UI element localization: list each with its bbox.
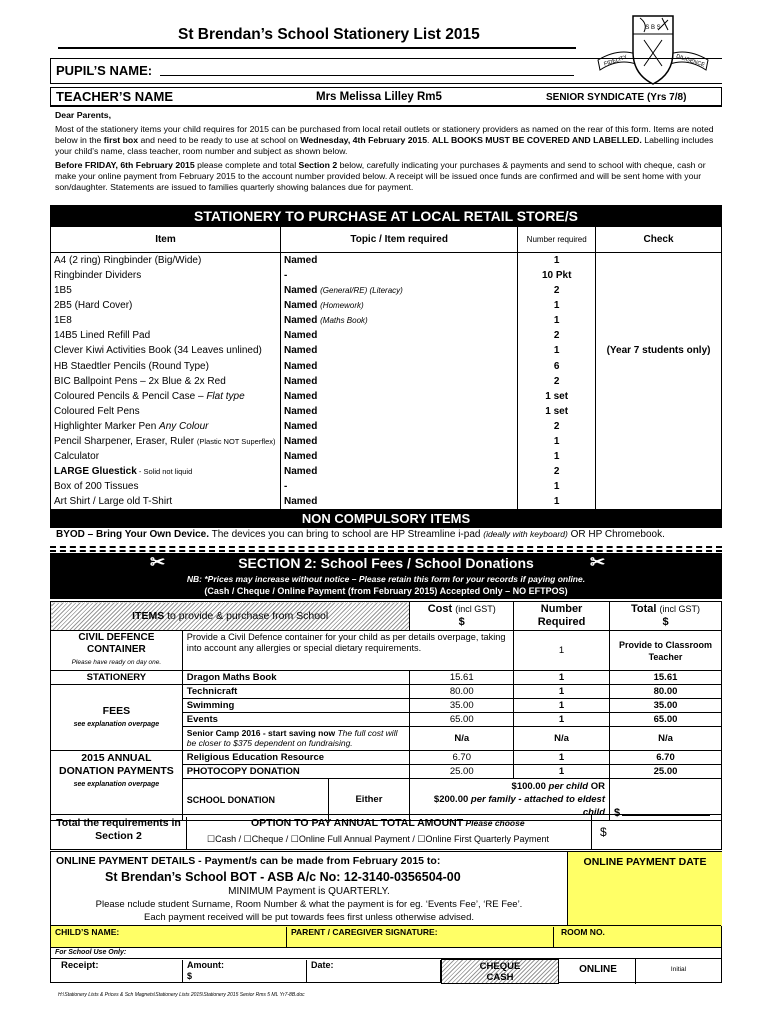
fee-total-0: 15.61 [610,671,722,685]
retail-item-cell: 14B5 Lined Refill Pad [51,328,281,343]
retail-row [51,389,722,404]
retail-check-cell[interactable] [596,494,722,510]
retail-row [51,253,722,269]
col-check: Check [596,227,722,253]
retail-check-cell[interactable] [596,479,722,494]
fee-cost-3: 65.00 [410,713,514,727]
retail-topic-cell: Named [280,404,517,419]
section2-heading-block [50,553,722,599]
retail-row [51,313,722,328]
retail-check-cell[interactable] [596,419,722,434]
date-field[interactable]: Date: [311,960,441,983]
re-name: Religious Education Resource [182,751,410,765]
payment-choices: ☐Cash / ☐Cheque / ☐Online Full Annual Payment / ☐Online First Quarterly Payment [207,834,550,844]
camp-total: N/a [610,727,722,751]
retail-qty-cell: 2 [518,283,596,298]
checkbox-icon: ☐ [290,834,299,844]
retail-qty-cell: 1 [518,494,596,510]
retail-item-cell: 1B5 [51,283,281,298]
photocopy-total: 25.00 [610,765,722,779]
stationery-label: STATIONERY [51,671,183,685]
retail-row [51,419,722,434]
re-qty: 1 [514,751,610,765]
retail-item-cell: 2B5 (Hard Cover) [51,298,281,313]
retail-topic-cell: - [280,268,517,283]
retail-qty-cell: 1 [518,449,596,464]
retail-row [51,494,722,510]
fee-name-2: Swimming [182,699,410,713]
retail-qty-cell: 1 [518,313,596,328]
retail-topic-cell: Named [280,374,517,389]
items-header: ITEMS to provide & purchase from School [51,602,410,631]
retail-topic-cell: Named [280,449,517,464]
civil-defence-total: Provide to Classroom Teacher [610,631,722,671]
retail-qty-cell: 1 [518,343,596,358]
retail-qty-cell: 10 Pkt [518,268,596,283]
retail-row [51,359,722,374]
scissors-icon-right: ✂ [590,552,606,572]
initial-field[interactable]: Initial [635,959,721,984]
minimum-payment: MINIMUM Payment is QUARTERLY. [228,886,390,897]
receipt-field[interactable]: Receipt: [61,960,183,983]
school-use-box [50,947,722,983]
retail-topic-cell: Named [280,389,517,404]
retail-qty-cell: 6 [518,359,596,374]
retail-check-cell[interactable] [596,298,722,313]
crest-motto-right: DILIGENCE [675,53,706,69]
retail-topic-cell: Named (Homework) [280,298,517,313]
retail-qty-cell: 1 [518,434,596,449]
fee-cost-1: 80.00 [410,685,514,699]
retail-item-cell: BIC Ballpoint Pens – 2x Blue & 2x Red [51,374,281,389]
retail-row [51,374,722,389]
child-name-field[interactable]: CHILD’S NAME: [55,927,287,947]
retail-check-cell[interactable] [596,268,722,283]
stationery-row [51,671,722,685]
retail-item-cell: Coloured Felt Pens [51,404,281,419]
retail-qty-cell: 1 [518,479,596,494]
civil-defence-label: CIVIL DEFENCE CONTAINER Please have ready on day one. [51,631,183,671]
online-payment-date-label: ONLINE PAYMENT DATE [583,856,707,868]
syndicate-label: SENIOR SYNDICATE (Yrs 7/8) [546,92,687,103]
section2-note: NB: *Prices may increase without notice – Please retain this form for your records if paying online. [186,574,586,584]
civil-defence-row [51,631,722,671]
school-use-label: For School Use Only: [55,949,127,956]
retail-qty-cell: 1 set [518,389,596,404]
school-use-row [51,958,721,983]
retail-topic-cell: Named (Maths Book) [280,313,517,328]
fee-qty-2: 1 [514,699,610,713]
either-label: Either [328,779,410,821]
online-payment-box [50,851,722,947]
retail-check-cell[interactable] [596,253,722,269]
retail-topic-cell: - [280,479,517,494]
retail-stationery-table [50,226,722,510]
scissors-icon-left: ✂ [150,552,166,572]
camp-qty: N/a [514,727,610,751]
retail-qty-cell: 1 [518,253,596,269]
school-donation-label: SCHOOL DONATION [182,779,328,821]
retail-qty-cell: 2 [518,374,596,389]
col-topic: Topic / Item required [280,227,517,253]
retail-check-cell[interactable] [596,449,722,464]
fee-total-3: 65.00 [610,713,722,727]
fee-name-0: Dragon Maths Book [182,671,410,685]
retail-topic-cell: Named (General/RE) (Literacy) [280,283,517,298]
camp-cost: N/a [410,727,514,751]
photocopy-cost: 25.00 [410,765,514,779]
amount-field[interactable]: Amount: $ [187,960,307,983]
retail-check-cell[interactable] [596,359,722,374]
online-label: ONLINE [579,964,617,975]
retail-topic-cell: Named [280,343,517,358]
retail-item-cell: Art Shirt / Large old T-Shirt [51,494,281,510]
online-payment-title: ONLINE PAYMENT DETAILS - Payment/s can be made from February 2015 to: [56,855,441,867]
retail-qty-cell: 1 [518,298,596,313]
fees-table [50,601,722,821]
choice-online-full[interactable]: ☐Online Full Annual Payment [290,834,410,844]
re-cost: 6.70 [410,751,514,765]
teacher-name-value: Mrs Melissa Lilley Rm5 [316,91,442,103]
checkbox-icon: ☐ [207,834,216,844]
payment-instructions-1: Please nclude student Surname, Room Number & what the payment is for eg. ‘Events Fee’, ‘RE Fee’. [95,899,523,910]
col-number: Number required [518,227,596,253]
letter-paragraph-1: Most of the stationery items your child requires for 2015 can be purchased from local retail outlets or stationery providers as named on the rear of this form. Items are noted below in the first box and need to be ready to use at school on Wednesday, 4th February 2015. ALL BOOKS MUST BE COVERED AND LABELLED. Labelling includes your child’s name, class teacher, room number and subject as shown below. [55,124,714,156]
donation-options: $100.00 per child OR $200.00 per family - attached to eldest child [410,779,610,821]
re-total: 6.70 [610,751,722,765]
retail-qty-cell: 1 set [518,404,596,419]
payment-instructions-2: Each payment received will be put towards fees first unless otherwise advised. [143,912,475,923]
retail-heading-band [50,205,722,226]
retail-item-cell: Calculator [51,449,281,464]
retail-row [51,434,722,449]
retail-topic-cell: Named [280,434,517,449]
retail-row [51,464,722,479]
retail-check-cell[interactable] [596,389,722,404]
choice-cheque[interactable]: ☐Cheque [243,834,284,844]
donation-total-field[interactable]: $ [610,779,722,821]
retail-row [51,283,722,298]
file-path-footer: H:\Stationery Lists & Prices & Sch Magnets\Stationery Lists 2015\Stationery 2015 Senior Rms 5 ML Yr7-8B.doc [58,992,305,998]
retail-qty-cell: 2 [518,328,596,343]
retail-qty-cell: 2 [518,464,596,479]
checkbox-icon: ☐ [243,834,252,844]
retail-topic-cell: Named [280,328,517,343]
option-to-pay-title: OPTION TO PAY ANNUAL TOTAL AMOUNT Please choose [251,817,525,829]
room-number-field[interactable]: ROOM NO. [561,927,605,937]
total-requirements-label: Total the requirements in Section 2 [51,817,187,849]
checkbox-icon: ☐ [417,834,426,844]
fee-row-re [51,751,722,765]
retail-topic-cell: Named [280,253,517,269]
fee-qty-1: 1 [514,685,610,699]
section2-title: SECTION 2: School Fees / School Donations [238,555,534,571]
pupil-name-label: PUPIL’S NAME: [56,63,153,78]
retail-row [51,404,722,419]
retail-heading: STATIONERY TO PURCHASE AT LOCAL RETAIL STORE/S [188,206,584,227]
fee-name-1: Technicraft [182,685,410,699]
page-title: St Brendan’s School Stationery List 2015 [178,26,480,43]
retail-row [51,479,722,494]
retail-item-cell: LARGE Gluestick - Solid not liquid [51,464,281,479]
retail-check-cell[interactable] [596,404,722,419]
total-header: Total (incl GST) $ [610,602,722,631]
retail-check-cell[interactable] [596,464,722,479]
fee-total-1: 80.00 [610,685,722,699]
fee-total-2: 35.00 [610,699,722,713]
retail-topic-cell: Named [280,359,517,374]
photocopy-name: PHOTOCOPY DONATION [182,765,410,779]
retail-check-cell[interactable] [596,434,722,449]
civil-defence-qty: 1 [514,631,610,671]
fee-qty-0: 1 [514,671,610,685]
fees-label-cell: FEES see explanation overpage [51,685,183,751]
camp-description: Senior Camp 2016 - start saving now The full cost will be closer to $375 dependent on fundraising. [182,727,410,751]
crest-motto-left: FIDELITY [603,54,629,68]
retail-item-cell: Box of 200 Tissues [51,479,281,494]
fee-name-3: Events [182,713,410,727]
annual-total-field[interactable]: $ [591,815,723,849]
retail-topic-cell: Named [280,494,517,510]
retail-check-cell[interactable] [596,328,722,343]
retail-item-cell: Highlighter Marker Pen Any Colour [51,419,281,434]
retail-check-cell[interactable] [596,313,722,328]
noncompulsory-heading: NON COMPULSORY ITEMS [50,510,722,528]
letter-greeting: Dear Parents, [55,110,112,120]
cost-header: Cost (incl GST) $ [410,602,514,631]
retail-check-cell[interactable] [596,374,722,389]
retail-row [51,268,722,283]
bank-account: St Brendan’s School BOT - ASB A/c No: 12-3140-0356504-00 [105,870,461,884]
retail-row [51,328,722,343]
retail-item-cell: A4 (2 ring) Ringbinder (Big/Wide) [51,253,281,269]
byod-note: BYOD – Bring Your Own Device. The devices you can bring to school are HP Streamline i-pad (ideally with keyboard) OR HP Chromebook. [56,529,665,540]
retail-item-cell: Pencil Sharpener, Eraser, Ruler (Plastic NOT Superflex) [51,434,281,449]
parent-letter [55,110,719,196]
retail-topic-cell: Named [280,419,517,434]
pupil-name-field[interactable] [160,75,574,76]
fee-cost-2: 35.00 [410,699,514,713]
retail-item-cell: Coloured Pencils & Pencil Case – Flat type [51,389,281,404]
crest-initials: S B S [645,25,661,31]
choice-cash[interactable]: ☐Cash [207,834,237,844]
retail-item-cell: HB Staedtler Pencils (Round Type) [51,359,281,374]
retail-item-cell: Clever Kiwi Activities Book (34 Leaves unlined) [51,343,281,358]
retail-topic-cell: Named [280,464,517,479]
fee-qty-3: 1 [514,713,610,727]
retail-item-cell: Ringbinder Dividers [51,268,281,283]
choice-online-quarterly[interactable]: ☐Online First Quarterly Payment [417,834,550,844]
signature-field[interactable]: PARENT / CAREGIVER SIGNATURE: [291,927,554,947]
fee-cost-0: 15.61 [410,671,514,685]
letter-paragraph-2: Before FRIDAY, 6th February 2015 please complete and total Section 2 below, carefully indicating your purchases & payments and send to school with cheque, cash or make your online payment from February 2015 to the account number provided below. A receipt will be issued once funds are confirmed and will be sent home with your son/daughter. Statements are issued to families quarterly showing balances due for payment. [55,160,706,192]
photocopy-qty: 1 [514,765,610,779]
civil-defence-description: Provide a Civil Defence container for your child as per details overpage, taking into account any allergies or special dietary requirements. [182,631,513,671]
cheque-cash-cell: CHEQUE CASH [441,959,559,984]
donation-label-cell: 2015 ANNUAL DONATION PAYMENTS see explanation overpage [51,751,183,821]
retail-check-cell[interactable] [596,283,722,298]
retail-item-cell: 1E8 [51,313,281,328]
retail-header-row [51,227,722,253]
col-item: Item [51,227,281,253]
retail-row [51,343,722,358]
signature-strip [51,925,721,947]
option-to-pay-box [50,814,722,850]
title-rule [58,47,576,49]
fees-header-row [51,602,722,631]
teacher-name-label: TEACHER’S NAME [56,89,174,104]
online-payment-date-field[interactable] [567,852,722,926]
retail-row [51,449,722,464]
retail-row [51,298,722,313]
retail-qty-cell: 2 [518,419,596,434]
section2-payment-methods: (Cash / Cheque / Online Payment (from February 2015) Accepted Only – NO EFTPOS) [204,586,568,596]
fee-row-technicraft [51,685,722,699]
retail-check-cell[interactable]: (Year 7 students only) [596,343,722,358]
number-header: Number Required [514,602,610,631]
